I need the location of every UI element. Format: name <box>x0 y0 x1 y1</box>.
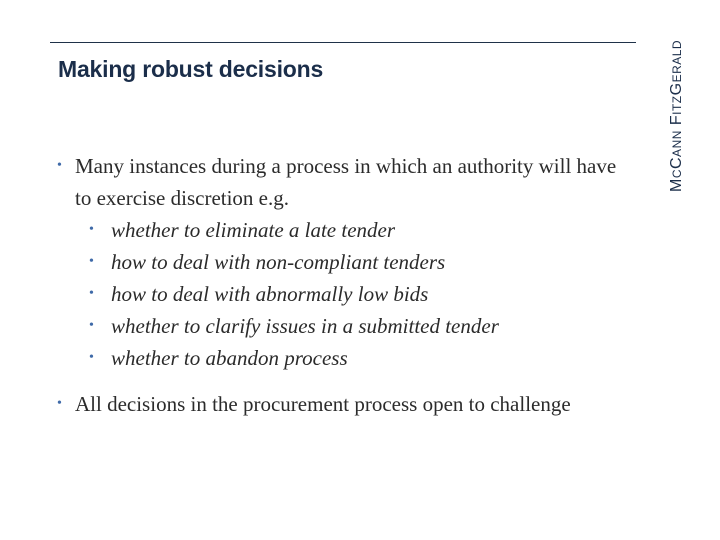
bullet-marker: • <box>57 396 62 411</box>
sub-bullet-text: whether to abandon process <box>111 346 348 370</box>
slide-title: Making robust decisions <box>58 56 324 82</box>
header-divider <box>50 42 636 43</box>
sub-bullet-marker: • <box>89 286 94 301</box>
sub-bullet-item <box>75 214 637 246</box>
sub-bullet-marker: • <box>89 254 94 269</box>
bullet-marker: • <box>57 158 62 173</box>
bullet-list <box>57 150 637 420</box>
sub-bullet-text: whether to eliminate a late tender <box>111 218 396 242</box>
sub-bullet-marker: • <box>89 318 94 333</box>
sub-bullet-marker: • <box>89 350 94 365</box>
sub-bullet-item <box>75 246 637 278</box>
bullet-text: Many instances during a process in which an authority will have to exercise discretion e.g. <box>75 154 617 210</box>
sub-bullet-text: how to deal with non-compliant tenders <box>111 250 446 274</box>
sub-bullet-item <box>75 310 637 342</box>
sub-bullet-marker: • <box>89 222 94 237</box>
sub-bullet-text: whether to clarify issues in a submitted tender <box>111 314 499 338</box>
sub-bullet-item <box>75 278 637 310</box>
sub-bullet-item <box>75 342 637 374</box>
bullet-item-discretion <box>57 150 637 374</box>
bullet-text: All decisions in the procurement process open to challenge <box>75 392 571 416</box>
bullet-item-challenge <box>57 388 637 420</box>
sub-bullet-list <box>75 214 637 374</box>
sub-bullet-text: how to deal with abnormally low bids <box>111 282 429 306</box>
company-logo: MCCANN FITZGERALD <box>668 39 685 192</box>
